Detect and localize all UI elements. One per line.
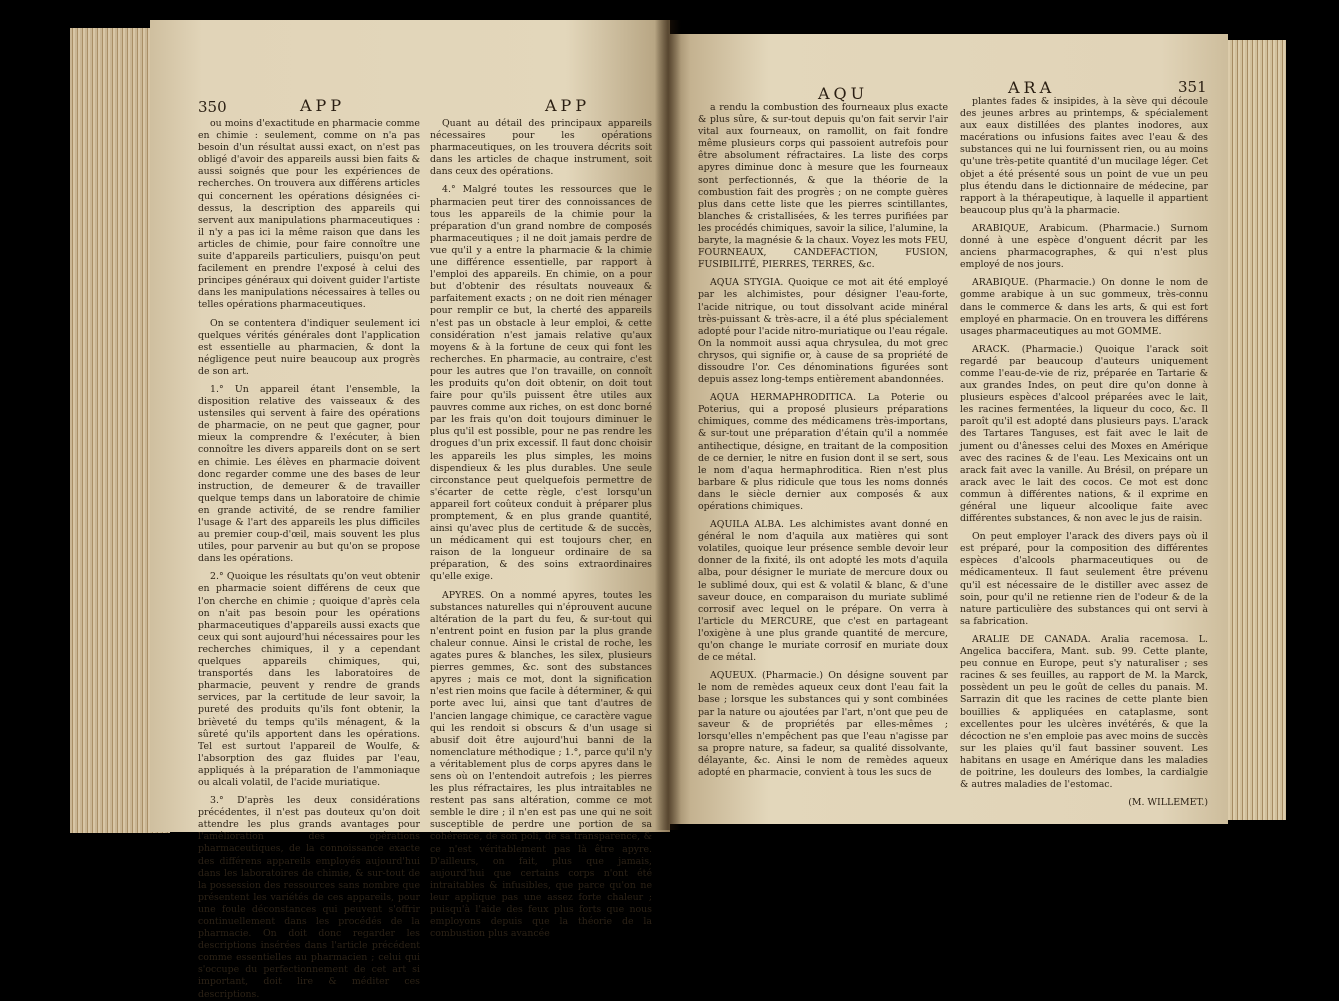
left-page xyxy=(150,20,670,1000)
page-number: 351 xyxy=(1178,78,1207,96)
running-head: APP xyxy=(300,96,346,115)
paragraph: 2.° Quoique les résultats qu'on veut obtenir en pharmacie soient différens de ceux que l'on cherche en chimie ; quoique d'après cela on n'ait pas besoin pour les opérations pharmaceutiques d'appareils aussi exacts que ceux qui sont aujourd'hui nécessaires pour les recherches chimiques, il y a cependant quelques appareils chimiques, qui, transportés dans les laboratoires de pharmacie, peuvent y rendre de grands services, par la certitude de leur savoir, la pureté des produits qu'ils font obtenir, la brièveté du temps qu'ils ménagent, & la sûreté qu'ils apportent dans les opérations. Tel est surtout l'appareil de Woulfe, & l'absorption des gaz fluides par l'eau, appliqués à la préparation de l'ammoniaque ou alcali volatil, de l'acide muriatique. xyxy=(198,571,420,788)
paragraph: a rendu la combustion des fourneaux plus exacte & plus sûre, & sur-tout depuis qu'on fait servir l'air vital aux fourneaux, on ramollit, on fait fondre même plusieurs corps qui passoient autrefois pour être absolument réfractaires. La liste des corps apyres diminue donc à mesure que les fourneaux sont perfectionnés, & que la théorie de la combustion fait des progrès ; on ne compte guères plus dans cette liste que les pierres scintillantes, blanches & cristallisées, & les terres purifiées par les procédés chimiques, savoir la silice, l'alumine, la baryte, la magnésie & la chaux. Voyez les mots FEU, FOURNEAUX, CANDEFACTION, FUSION, FUSIBILITÉ, PIERRES, TERRES, &c. xyxy=(698,102,948,271)
paragraph: APYRES. On a nommé apyres, toutes les substances naturelles qui n'éprouvent aucune altération de la part du feu, & sur-tout qui n'entrent point en fusion par la plus grande chaleur connue. Ainsi le cristal de roche, les agates pures & blanches, les silex, plusieurs pierres gemmes, &c. sont des substances apyres ; mais ce mot, dont la signification n'est rien moins que facile à déterminer, & qui porte avec lui, ainsi que tant d'autres de l'ancien langage chimique, ce caractère vague qui les rendoit si obscurs & d'un usage si abusif doit être aujourd'hui banni de la nomenclature méthodique ; 1.°, parce qu'il n'y a véritablement plus de corps apyres dans le sens où on l'entendoit autrefois ; les pierres les plus réfractaires, les plus intraitables ne restent pas sans altération, comme ce mot semble le dire ; il n'en est pas une qui ne soit susceptible de perdre une portion de sa cohérence, de son poli, de sa transparence, & ce n'est véritablement pas là être apyre. D'ailleurs, on fait, plus que jamais, aujourd'hui que certains corps n'ont été intraitables & infusibles, que parce qu'on ne leur applique pas une assez forte chaleur ; puisqu'à l'aide des feux plus forts que nous employons depuis que la théorie de la combustion plus avancée xyxy=(430,589,652,940)
paragraph: ou moins d'exactitude en pharmacie comme en chimie : seulement, comme on n'a pas besoin d'un résultat aussi exact, on n'est pas obligé d'avoir des appareils aussi bien faits & aussi soignés que pour les expériences de recherches. On trouvera aux différens articles qui concernent les opérations désignées ci-dessus, la description des appareils qui servent aux manipulations pharmaceutiques : il n'y a pas ici la même raison que dans les articles de chimie, pour faire connoître une suite d'appareils particuliers, puisqu'on peut facilement en prendre l'exposé à celui des principes généraux qui doivent guider l'artiste dans les manipulations nécessaires à telles ou telles opérations pharmaceutiques. xyxy=(198,118,420,311)
paragraph: On se contentera d'indiquer seulement ici quelques vérités générales dont l'application est essentielle au pharmacien, & dont la négligence peut nuire beaucoup aux progrès de son art. xyxy=(198,317,420,377)
running-head: APP xyxy=(545,96,591,115)
running-head: AQU xyxy=(818,84,869,103)
paragraph: AQUA HERMAPHRODITICA. La Poterie ou Poterius, qui a proposé plusieurs préparations chimiques, comme des médicamens très-importans, & sur-tout une préparation d'étain qu'il a nommée antihectique, désigne, en traitant de la composition de ce dernier, le nitre en fusion dont il se sert, sous le nom d'aqua hermaphroditica. Rien n'est plus barbare & plus ridicule que tous les noms donnés dans le siècle dernier aux composés & aux opérations chimiques. xyxy=(698,392,948,512)
paragraph: plantes fades & insipides, à la sève qui découle des jeunes arbres au printemps, & spécialement aux eaux distillées des plantes inodores, aux macérations ou infusions faites avec l'eau & des substances qui ne lui fournissent rien, ou au moins qu'une très-petite quantité d'un mucilage léger. Cet objet a été présenté sous un point de vue un peu plus étendu dans le dictionnaire de médecine, par rapport à la thérapeutique, à laquelle il appartient beaucoup plus qu'à la pharmacie. xyxy=(960,96,1208,216)
paragraph: AQUA STYGIA. Quoique ce mot ait été employé par les alchimistes, pour désigner l'eau-forte, l'acide nitrique, ou tout dissolvant acide minéral très-puissant & très-acre, il a été plus spécialement adopté pour l'acide nitro-muriatique ou l'eau régale. On la nommoit aussi aqua chrysulea, du mot grec chrysos, qui signifie or, à cause de sa propriété de dissoudre l'or. Ces dénominations figurées sont depuis assez long-temps entièrement abandonnées. xyxy=(698,277,948,386)
paragraph: 3.° D'après les deux considérations précédentes, il n'est pas douteux qu'on doit attendre les plus grands avantages pour l'amélioration des opérations pharmaceutiques, de la connoissance exacte des différens appareils employés aujourd'hui dans les laboratoires de chimie, & sur-tout de la possession des ressources sans nombre que présentent les variétés de ces appareils, pour une foule déconstances qui peuvent s'offrir continuellement dans les procédés de la pharmacie. On doit donc regarder les descriptions insérées dans l'article précédent comme essentielles au pharmacien ; celui qui s'occupe du perfectionnement de cet art si important, doit lire & méditer ces descriptions. xyxy=(198,795,420,1000)
author-signature: (M. WILLEMET.) xyxy=(1128,797,1208,809)
text-column-1 xyxy=(698,102,948,812)
running-head: ARA xyxy=(1008,78,1056,97)
text-column-1 xyxy=(198,118,420,1000)
right-page xyxy=(668,34,1228,824)
paragraph: ARALIE DE CANADA. Aralia racemosa. L. Angelica baccifera, Mant. sub. 99. Cette plante, peu connue en Europe, peut s'y naturaliser ; ses racines & ses feuilles, au rapport de M. la Marck, possèdent un peu le goût de celles du panais. M. Sarrazin dit que les racines de cette plante bien bouillies & appliquées en cataplasme, sont excellentes pour les ulcères invétérés, & que la décoction ne s'en emploie pas avec moins de succès sur les plaies qu'il faut bassiner souvent. Les habitans en usage en Amérique dans les maladies de poitrine, les douleurs des lombes, la cardialgie & autres maladies de l'estomac. xyxy=(960,633,1208,791)
paragraph: AQUILA ALBA. Les alchimistes avant donné en général le nom d'aquila aux matières qui sont volatiles, quoique leur présence semble devoir leur donner de la fixité, ils ont adopté les mots d'aquila alba, pour désigner le muriate de mercure doux ou le sublimé doux, qui est & volatil & blanc, & d'une saveur douce, en comparaison du muriate sublimé corrosif avec lequel on le prépare. On verra à l'article du MERCURE, que c'est en partageant l'oxigène à une plus grande quantité de mercure, qu'on change le muriate corrosif en muriate doux de ce métal. xyxy=(698,519,948,664)
text-column-2 xyxy=(430,118,652,940)
page-number: 350 xyxy=(198,98,227,116)
paragraph: 1.° Un appareil étant l'ensemble, la disposition relative des vaisseaux & des ustensiles qui servent à faire des opérations de pharmacie, on ne peut que gagner, pour mieux la comprendre & l'exécuter, à bien connoître les divers appareils dont on se sert en chimie. Les élèves en pharmacie doivent donc regarder comme une des bases de leur instruction, de demeurer & de travailler quelque temps dans un laboratoire de chimie en grande activité, de se rendre familier l'usage & l'art des appareils les plus difficiles au premier coup-d'œil, mais souvent les plus utiles, pour parvenir au but qu'on se propose dans les opérations. xyxy=(198,383,420,565)
right-page-edges xyxy=(1220,40,1286,820)
paragraph: ARABIQUE, Arabicum. (Pharmacie.) Surnom donné à une espèce d'onguent décrit par les anciens pharmacographes, & qui n'est plus employé de nos jours. xyxy=(960,222,1208,271)
paragraph: On peut employer l'arack des divers pays où il est préparé, pour la composition des différentes espèces d'alcools pharmaceutiques ou de médicamenteux. Il faut seulement être prévenu qu'il est nécessaire de le distiller avec assez de soin, pour qu'il ne retienne rien de l'odeur & de la nature particulière des substances qui ont servi à sa fabrication. xyxy=(960,531,1208,627)
book-gutter xyxy=(655,20,681,830)
paragraph: AQUEUX. (Pharmacie.) On désigne souvent par le nom de remèdes aqueux ceux dont l'eau fait la base ; lorsque les substances qui y sont combinées par la nature ou ajoutées par l'art, n'ont que peu de saveur & de propriétés par elles-mêmes ; lorsqu'elles n'empêchent pas que l'eau n'agisse par sa propre nature, sa fadeur, sa qualité dissolvante, délayante, &c. Ainsi le nom de remèdes aqueux adopté en pharmacie, convient à tous les sucs de xyxy=(698,670,948,778)
paragraph: Quant au détail des principaux appareils nécessaires pour les opérations pharmaceutiques, on les trouvera décrits soit dans les articles de chaque instrument, soit dans ceux des opérations. xyxy=(430,118,652,178)
text-column-2 xyxy=(960,96,1208,808)
paragraph: ARABIQUE. (Pharmacie.) On donne le nom de gomme arabique à un suc gommeux, très-connu dans le commerce & dans les arts, & qui est fort employé en pharmacie. On en trouvera les différens usages pharmaceutiques au mot GOMME. xyxy=(960,277,1208,337)
paragraph: 4.° Malgré toutes les ressources que le pharmacien peut tirer des connoissances de tous les appareils de la chimie pour la préparation d'un grand nombre de composés pharmaceutiques ; il ne doit jamais perdre de vue qu'il y a entre la pharmacie & la chimie une différence essentielle, par rapport à l'emploi des appareils. En chimie, on a pour but d'obtenir des résultats nouveaux & parfaitement exacts ; on ne doit rien ménager pour remplir ce but, la cherté des appareils n'est pas un obstacle à leur emploi, & cette considération n'est jamais relative qu'aux moyens & à la fortune de ceux qui font les recherches. En pharmacie, au contraire, c'est pour les autres que l'on travaille, on connoît les produits qu'on doit obtenir, on doit tout faire pour qu'ils puissent être utiles aux pauvres comme aux riches, on est donc borné par les frais qu'on doit toujours diminuer le plus qu'il est possible, pour ne pas rendre les drogues d'un prix excessif. Il faut donc choisir les appareils les plus simples, les moins dispendieux & les plus durables. Une seule circonstance peut quelquefois permettre de s'écarter de cette règle, c'est lorsqu'un appareil fort coûteux conduit à préparer plus promptement, & en plus grande quantité, ainsi qu'avec plus de certitude & de succès, un médicament qui est toujours cher, en raison de la longueur ordinaire de sa préparation, & des soins extraordinaires qu'elle exige. xyxy=(430,184,652,583)
paragraph: ARACK. (Pharmacie.) Quoique l'arack soit regardé par beaucoup d'auteurs uniquement comme l'eau-de-vie de riz, préparée en Tartarie & aux grandes Indes, on peut dire qu'on donne à plusieurs espèces d'alcool préparées avec le lait, les racines fermentées, la liqueur du coco, &c. Il paroît qu'il est adopté dans plusieurs pays. L'arack des Tartares Tanguses, est fait avec le lait de jument ou d'ânesses celui des Moxes en Amérique avec des racines & de l'eau. Les Mexicains ont un arack fait avec la vanille. Au Brésil, on prépare un arack avec le lait des cocos. Ce mot est donc commun à différentes nations, & il exprime en général une liqueur alcoolique faite avec différentes substances, & non avec le jus de raisin. xyxy=(960,343,1208,525)
